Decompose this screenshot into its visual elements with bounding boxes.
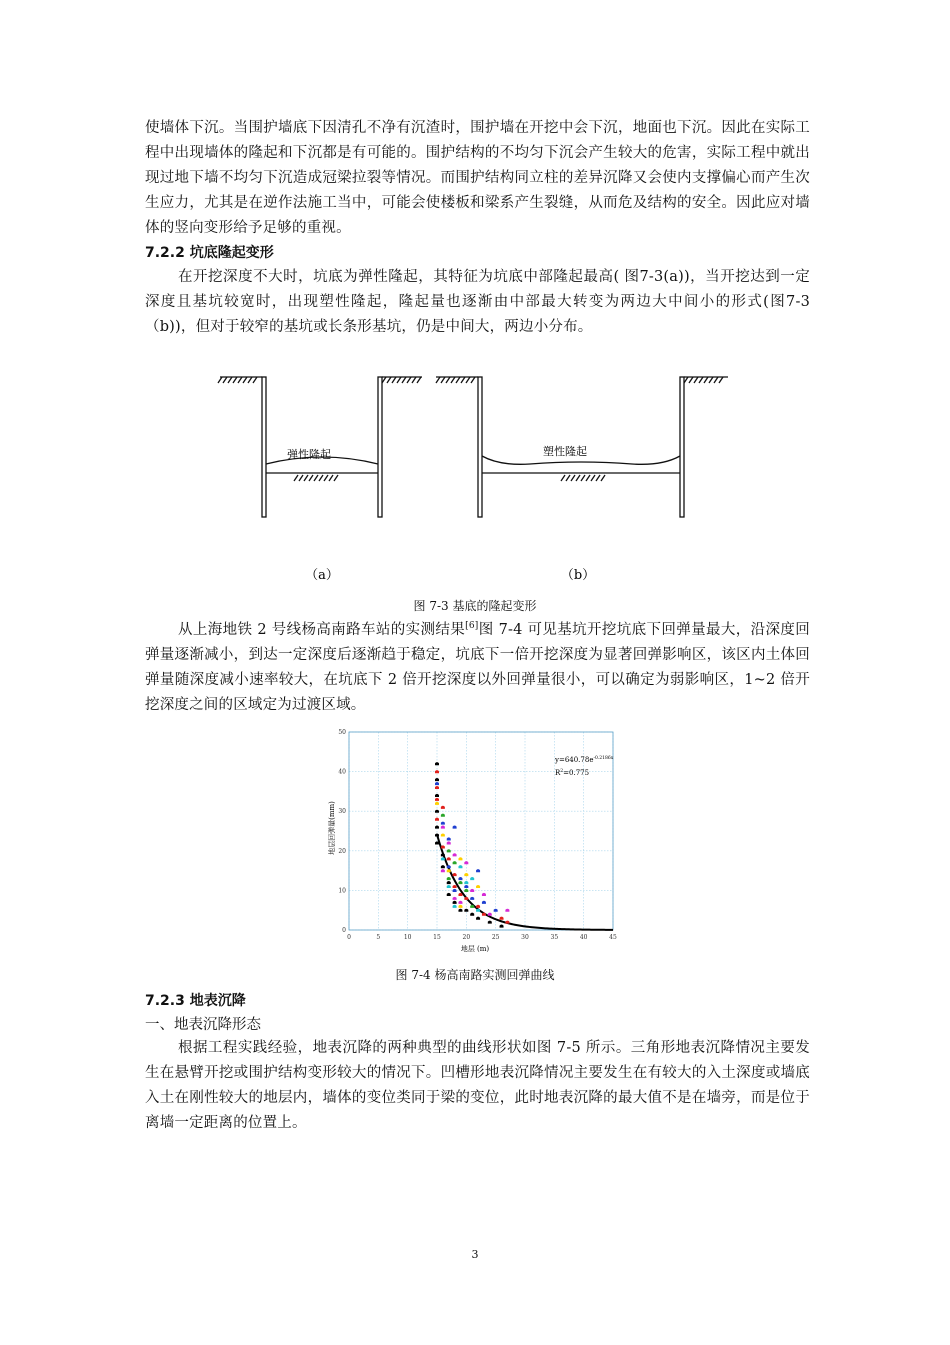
x-tick-label: 45: [609, 934, 617, 941]
data-point: [464, 861, 468, 864]
plastic-heave-label: 塑性隆起: [543, 445, 587, 458]
subfigure-a-label: （a）: [305, 568, 339, 583]
data-point: [435, 778, 439, 781]
data-point: [435, 762, 439, 765]
data-point: [488, 921, 492, 924]
figure-7-3-heave-diagram: [200, 372, 740, 592]
data-point: [453, 853, 457, 856]
data-point: [500, 917, 504, 920]
data-point: [441, 845, 445, 848]
data-point: [464, 909, 468, 912]
figure-7-4-rebound-chart: [325, 726, 625, 958]
x-tick-label: 20: [462, 934, 471, 941]
data-point: [447, 893, 451, 896]
elastic-heave-label: 弹性隆起: [287, 448, 331, 461]
data-point: [435, 826, 439, 829]
y-axis-label: 地层回弹量(mm): [328, 801, 336, 855]
y-tick-label: 30: [338, 808, 346, 816]
data-point: [447, 857, 451, 860]
data-point: [435, 810, 439, 813]
data-point: [441, 869, 445, 872]
paragraph-pit-heave: 在开挖深度不大时，坑底为弹性隆起，其特征为坑底中部隆起最高( 图7-3(a))，当开挖达到一定深度且基坑较宽时，出现塑性隆起，隆起量也逐渐由中部最大转变为两边大中间小的形式(图7-3（b))，但对于较窄的基坑或长条形基坑，仍是中间大，两边小分布。: [145, 269, 810, 335]
paragraph-rebound-text-2: 图 7-4 可见基坑开挖坑底下回弹量最大，沿深度回弹量逐渐减小，到达一定深度后逐渐趋于稳定，坑底下一倍开挖深度为显著回弹影响区，该区内土体回弹量随深度减小速率较大，在坑底下 2 倍开挖深度以外回弹量很小，可以确定为弱影响区，1~2 倍开挖深度之间的区域定为过渡区域。: [145, 621, 810, 713]
x-tick-label: 30: [521, 934, 529, 941]
data-point: [435, 782, 439, 785]
data-point: [435, 770, 439, 773]
data-point: [441, 814, 445, 817]
x-tick-label: 0: [347, 934, 351, 941]
figure-7-3-caption: 图 7-3 基底的隆起变形: [413, 599, 537, 613]
data-point: [453, 861, 457, 864]
x-tick-label: 10: [403, 934, 412, 941]
data-point: [464, 873, 468, 876]
data-point: [458, 881, 462, 884]
x-axis-label: 地层 (m): [460, 945, 490, 953]
data-point: [482, 901, 486, 904]
y-tick-label: 0: [342, 927, 346, 934]
x-tick-label: 25: [491, 934, 500, 941]
data-point: [441, 865, 445, 868]
data-point: [458, 905, 462, 908]
figure-7-4-caption: 图 7-4 杨高南路实测回弹曲线: [395, 968, 555, 982]
data-point: [505, 909, 509, 912]
y-tick-label: 40: [338, 768, 346, 776]
paragraph-rebound-text-1: 从上海地铁 2 号线杨高南路车站的实测结果: [178, 621, 466, 638]
data-point: [458, 857, 462, 860]
data-point: [453, 889, 457, 892]
data-point: [458, 909, 462, 912]
data-point: [453, 905, 457, 908]
data-point: [458, 877, 462, 880]
data-point: [476, 885, 480, 888]
data-point: [470, 897, 474, 900]
data-point: [435, 818, 439, 821]
data-point: [441, 833, 445, 836]
page-number: 3: [471, 1248, 479, 1261]
paragraph-rebound-measurement: [145, 614, 810, 718]
data-point: [447, 885, 451, 888]
data-point: [447, 837, 451, 840]
y-tick-label: 20: [338, 847, 346, 855]
data-point: [435, 786, 439, 789]
data-point: [453, 873, 457, 876]
data-point: [435, 794, 439, 797]
data-point: [453, 885, 457, 888]
subfigure-b-label: （b）: [560, 568, 596, 583]
section-heading-7-2-3: 7.2.3 地表沉降: [145, 993, 246, 1009]
data-point: [441, 826, 445, 829]
data-point: [441, 853, 445, 856]
fit-equation: $y=640.78e^{-0.2186x}$: [555, 756, 614, 764]
data-point: [447, 881, 451, 884]
data-point: [458, 865, 462, 868]
data-point: [435, 798, 439, 801]
fit-r-squared: $R^2=0.775$: [555, 769, 590, 777]
data-point: [453, 901, 457, 904]
data-point: [470, 913, 474, 916]
data-point: [470, 889, 474, 892]
x-tick-label: 5: [376, 934, 381, 941]
paragraph-wall-settlement: 使墙体下沉。当围护墙底下因清孔不净有沉渣时，围护墙在开挖中会下沉，地面也下沉。因此在实际工程中出现墙体的隆起和下沉都是有可能的。围护结构的不均匀下沉会产生较大的危害，实际工程中就出现过地下墙不均匀下沉造成冠梁拉裂等情况。而围护结构同立柱的差异沉降又会使内支撑偏心而产生次生应力，尤其是在逆作法施工当中，可能会使楼板和梁系产生裂缝，从而危及结构的安全。因此应对墙体的竖向变形给予足够的重视。: [145, 120, 810, 236]
paragraph-settlement-shape: 根据工程实践经验，地表沉降的两种典型的曲线形状如图 7-5 所示。三角形地表沉降情况主要发生在悬臂开挖或围护结构变形较大的情况下。凹槽形地表沉降情况主要发生在有较大的入土深度或墙底入土在刚性较大的地层内，墙体的变位类同于梁的变位，此时地表沉降的最大值不是在墙旁，而是位于离墙一定距离的位置上。: [145, 1040, 810, 1131]
data-point: [494, 909, 498, 912]
data-point: [447, 877, 451, 880]
data-point: [476, 905, 480, 908]
data-point: [500, 925, 504, 928]
data-point: [464, 889, 468, 892]
citation-ref: [6]: [465, 621, 479, 631]
data-point: [476, 917, 480, 920]
data-point: [447, 841, 451, 844]
data-point: [435, 802, 439, 805]
data-point: [441, 822, 445, 825]
data-point: [453, 826, 457, 829]
section-heading-7-2-2: 7.2.2 坑底隆起变形: [145, 245, 274, 261]
data-point: [476, 869, 480, 872]
data-point: [470, 877, 474, 880]
data-point: [464, 881, 468, 884]
x-tick-label: 15: [433, 934, 441, 941]
data-point: [441, 806, 445, 809]
data-point: [435, 833, 439, 836]
data-point: [488, 913, 492, 916]
data-point: [505, 921, 509, 924]
data-point: [482, 893, 486, 896]
data-point: [447, 849, 451, 852]
x-tick-label: 40: [579, 934, 588, 941]
subsection-heading-settlement-shape: 一、地表沉降形态: [145, 1017, 261, 1033]
data-point: [464, 885, 468, 888]
y-tick-label: 10: [338, 887, 346, 895]
data-point: [458, 901, 462, 904]
y-tick-label: 50: [338, 729, 346, 736]
x-tick-label: 35: [550, 934, 559, 941]
data-point: [453, 897, 457, 900]
